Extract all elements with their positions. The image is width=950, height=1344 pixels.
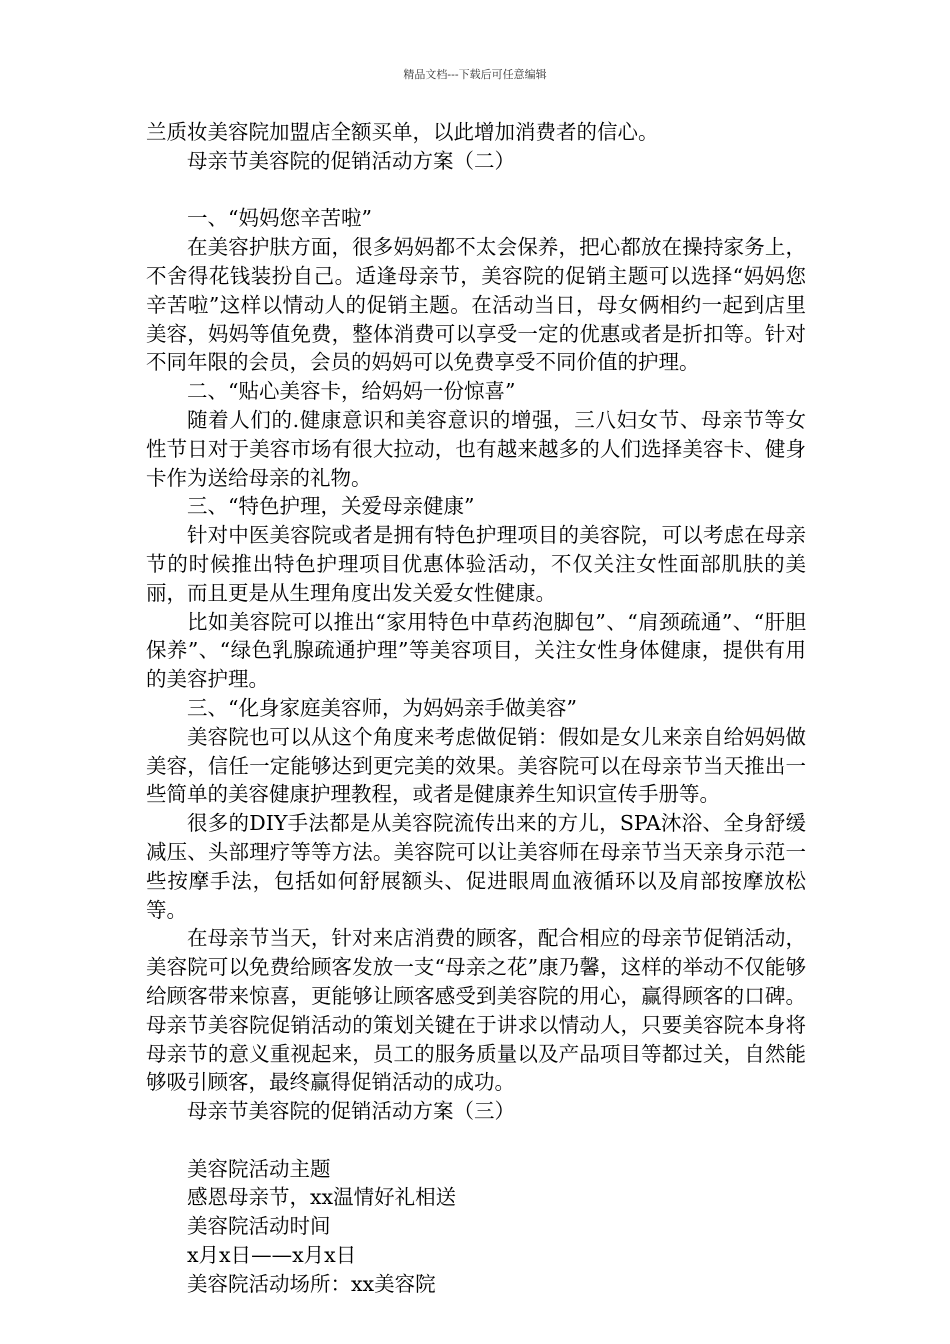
paragraph: 针对中医美容院或者是拥有特色护理项目的美容院，可以考虑在母亲节的时候推出特色护理项目优惠体验活动，不仅关注女性面部肌肤的美丽，而且更是从生理角度出发关爱女性健康。 [146, 523, 806, 605]
document-body [146, 118, 806, 1299]
paragraph: 随着人们的.健康意识和美容意识的增强，三八妇女节、母亲节等女性节日对于美容市场有很大拉动，也有越来越多的人们选择美容卡、健身卡作为送给母亲的礼物。 [146, 407, 806, 490]
paragraph: 在美容护肤方面，很多妈妈都不太会保养，把心都放在操持家务上，不舍得花钱装扮自己。适逢母亲节，美容院的促销主题可以选择“妈妈您辛苦啦”这样以情动人的促销主题。在活动当日，母女俩相约一起到店里美容，妈妈等值免费，整体消费可以享受一定的优惠或者是折扣等。针对不同年限的会员，会员的妈妈可以免费享受不同价值的护理。 [146, 235, 806, 375]
paragraph: 母亲节美容院的促销活动方案（二） [187, 148, 515, 173]
page-header: 精品文档---下载后可任意编辑 [403, 68, 547, 81]
paragraph: x月x日——x月x日 [187, 1243, 357, 1268]
paragraph: 美容院活动场所：xx美容院 [187, 1271, 436, 1296]
paragraph: 很多的DIY手法都是从美容院流传出来的方儿，SPA沐浴、全身舒缓减压、头部理疗等等方法。美容院可以让美容师在母亲节当天亲身示范一些按摩手法，包括如何舒展额头、促进眼周血液循环以及肩部按摩放松等。 [146, 811, 806, 922]
paragraph: 一、“妈妈您辛苦啦” [187, 206, 372, 231]
blank-line [146, 176, 806, 205]
blank-line [146, 1126, 806, 1155]
paragraph: 三、“化身家庭美容师，为妈妈亲手做美容” [187, 695, 577, 720]
paragraph: 在母亲节当天，针对来店消费的顾客，配合相应的母亲节促销活动，美容院可以免费给顾客发放一支“母亲之花”康乃馨，这样的举动不仅能够给顾客带来惊喜，更能够让顾客感受到美容院的用心，赢得顾客的口碑。母亲节美容院促销活动的策划关键在于讲求以情动人，只要美容院本身将母亲节的意义重视起来，员工的服务质量以及产品项目等都过关，自然能够吸引顾客，最终赢得促销活动的成功。 [146, 926, 806, 1095]
paragraph: 母亲节美容院的促销活动方案（三） [187, 1099, 515, 1124]
paragraph: 二、“贴心美容卡，给妈妈一份惊喜” [187, 379, 516, 404]
paragraph: 感恩母亲节，xx温情好礼相送 [187, 1185, 457, 1210]
paragraph: 三、“特色护理，关爱母亲健康” [187, 494, 475, 519]
paragraph: 兰质妆美容院加盟店全额买单，以此增加消费者的信心。 [146, 120, 659, 144]
paragraph: 美容院活动主题 [187, 1156, 331, 1181]
paragraph: 美容院也可以从这个角度来考虑做促销：假如是女儿来亲自给妈妈做美容，信任一定能够达到更完美的效果。美容院可以在母亲节当天推出一些简单的美容健康护理教程，或者是健康养生知识宣传手册等。 [146, 724, 806, 807]
paragraph: 美容院活动时间 [187, 1214, 331, 1239]
paragraph: 比如美容院可以推出“家用特色中草药泡脚包”、“肩颈疏通”、“肝胆保养”、“绿色乳腺疏通护理”等美容项目，关注女性身体健康，提供有用的美容护理。 [146, 609, 806, 692]
